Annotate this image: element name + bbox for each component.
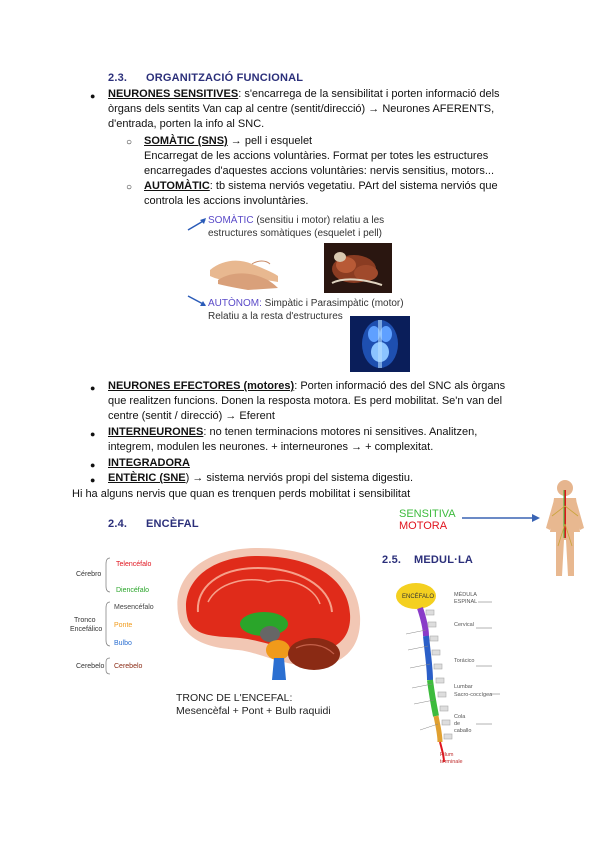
bracket-tronco bbox=[106, 602, 110, 646]
text-line: : s'encarrega de la sensibilitat i porten informació dels bbox=[238, 88, 500, 100]
term-somatic: SOMÀTIC (SNS) bbox=[144, 135, 228, 147]
spinal-cord-diagram bbox=[396, 580, 506, 766]
term-neurones-sensitives: NEURONES SENSITIVES bbox=[108, 88, 239, 100]
text-line: : Porten informació des del SNC als òrgans bbox=[294, 380, 506, 392]
somatic-caption bbox=[208, 214, 384, 240]
text-line: òrgans dels sentits Van cap al centre (sentit/direcció) → Neurones AFERENTS, bbox=[108, 103, 495, 115]
term-automatic: AUTOMÀTIC bbox=[144, 180, 210, 192]
label-filum-1: Filum bbox=[440, 752, 454, 758]
label-cervical: Cervical bbox=[454, 622, 474, 628]
text-line: d'entrada, porten la info al SNC. bbox=[108, 118, 265, 130]
section-number: 2.4. bbox=[108, 518, 128, 530]
caption-line-2: Mesencèfal + Pont + Bulb raquidi bbox=[176, 705, 331, 717]
brain-diagram bbox=[68, 542, 368, 682]
section-title: ENCÈFAL bbox=[146, 518, 199, 530]
text-line: ) → sistema nerviós propi del sistema digestiu. bbox=[185, 472, 414, 484]
brain-caption bbox=[176, 692, 331, 718]
organs-xray-image bbox=[350, 316, 410, 372]
label-sacro: Sacro-coccígea bbox=[454, 692, 493, 698]
label-telencefalo: Telencéfalo bbox=[116, 561, 152, 568]
bracket-cerebro bbox=[106, 558, 110, 592]
term-interneurones: INTERNEURONES bbox=[108, 426, 204, 438]
section-number: 2.5. bbox=[382, 554, 402, 566]
somatic-arrow-icon bbox=[186, 216, 208, 232]
text-line: encarregades d'aquestes accions voluntàries: nervis sensitius, motors... bbox=[144, 165, 494, 177]
label-cerebelo: Cerebelo bbox=[114, 663, 143, 670]
autonom-arrow-icon bbox=[186, 293, 208, 309]
term-neurones-efectores: NEURONES EFECTORES (motores) bbox=[108, 380, 295, 392]
muscle-figure-image bbox=[324, 243, 392, 293]
label-espinal: ESPINAL bbox=[454, 599, 478, 605]
section-2-5-heading bbox=[382, 553, 473, 568]
somatic-title: SOMÀTIC bbox=[208, 215, 254, 226]
item-interneurones bbox=[108, 425, 526, 455]
text-line: que realitzen funcions. Donen la resposta motora. Es perd mobilitat. Se'n van del bbox=[108, 395, 503, 407]
label-filum-2: terminale bbox=[440, 759, 463, 765]
circle-bullet-icon: ○ bbox=[126, 137, 133, 148]
label-mesencefalo: Mesencéfalo bbox=[114, 604, 154, 611]
circle-bullet-icon: ○ bbox=[126, 182, 133, 193]
term-enteric: ENTÈRIC (SNE bbox=[108, 472, 186, 484]
bullet-icon: ● bbox=[90, 475, 96, 485]
item-enteric bbox=[108, 471, 413, 486]
bracket-cerebelo bbox=[106, 658, 110, 674]
hands-image bbox=[208, 246, 280, 290]
note-text: Hi ha alguns nervis que quan es trenquen perds mobilitat i sensibilitat bbox=[72, 488, 411, 500]
item-integradora bbox=[108, 456, 190, 471]
bullet-icon: ● bbox=[90, 91, 96, 101]
label-cerebelo-left: Cerebelo bbox=[76, 663, 105, 670]
label-cola-3: caballo bbox=[454, 728, 472, 734]
brain-illustration bbox=[177, 548, 360, 680]
label-lumbar: Lumbar bbox=[454, 684, 473, 690]
legend-sensitiva: SENSITIVA bbox=[399, 508, 456, 520]
text-line: integrem, modulen les neurones. + interneurones → + complexitat. bbox=[108, 441, 434, 453]
section-2-4-heading bbox=[108, 517, 199, 532]
autonom-desc: Simpàtic i Parasimpàtic (motor) bbox=[261, 298, 404, 309]
section-number: 2.3. bbox=[108, 72, 128, 84]
label-bulbo: Bulbo bbox=[114, 640, 132, 647]
bullet-icon: ● bbox=[90, 429, 96, 439]
label-medula: MÉDULA bbox=[454, 592, 477, 598]
item-automatic bbox=[144, 179, 526, 209]
term-integradora: INTEGRADORA bbox=[108, 457, 190, 469]
section-2-3-heading bbox=[108, 71, 303, 86]
bullet-icon: ● bbox=[90, 383, 96, 393]
text-line: : tb sistema nerviós vegetatiu. PArt del sistema nerviós que bbox=[209, 180, 498, 192]
bullet-icon: ● bbox=[90, 460, 96, 470]
label-tronco-1: Tronco bbox=[74, 617, 96, 624]
item-somatic bbox=[144, 134, 526, 179]
autonom-title: AUTÒNOM: bbox=[208, 298, 262, 309]
text-line: Encarregat de les accions voluntàries. Format per totes les estructures bbox=[144, 150, 489, 162]
label-ponte: Ponte bbox=[114, 622, 133, 629]
legend-motora: MOTORA bbox=[399, 520, 448, 532]
somatic-desc: estructures somàtiques (esquelet i pell) bbox=[208, 228, 382, 239]
label-cerebro: Cérebro bbox=[76, 571, 102, 578]
text-line: centre (sentit / direcció) → Eferent bbox=[108, 410, 275, 422]
item-neurones-sensitives bbox=[108, 87, 526, 132]
label-diencefalo: Diencéfalo bbox=[116, 587, 150, 594]
label-encefalo: ENCÉFALO bbox=[402, 594, 435, 600]
label-tronco-2: Encefálico bbox=[70, 626, 103, 633]
text-line: controla les accions involuntàries. bbox=[144, 195, 309, 207]
section-title: ORGANITZACIÓ FUNCIONAL bbox=[146, 72, 304, 84]
caption-line-1: TRONC DE L'ENCEFAL: bbox=[176, 692, 293, 704]
section-title: MEDUL·LA bbox=[414, 554, 474, 566]
legend-arrow-icon bbox=[462, 512, 542, 524]
human-nervous-figure-image bbox=[540, 476, 590, 580]
label-cola-1: Cola bbox=[454, 714, 466, 720]
label-toracico: Torácico bbox=[454, 658, 475, 664]
text-line: → pell i esquelet bbox=[227, 135, 313, 147]
somatic-desc: (sensitiu i motor) relatiu a les bbox=[253, 215, 385, 226]
autonom-desc: Relatiu a la resta d'estructures bbox=[208, 311, 343, 322]
text-line: : no tenen terminacions motores ni sensitives. Analitzen, bbox=[203, 426, 478, 438]
label-cola-2: de bbox=[454, 721, 461, 727]
item-neurones-efectores bbox=[108, 379, 526, 424]
